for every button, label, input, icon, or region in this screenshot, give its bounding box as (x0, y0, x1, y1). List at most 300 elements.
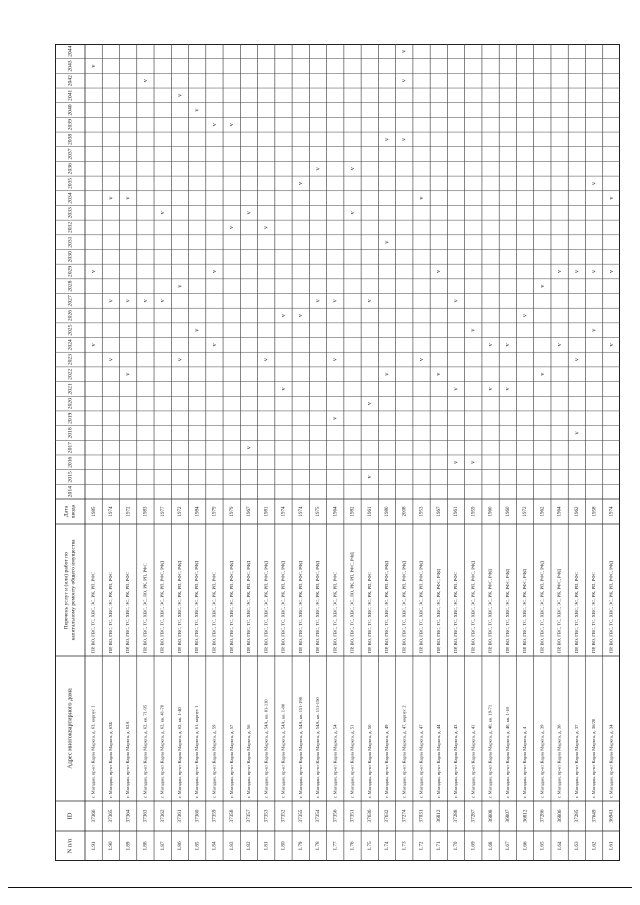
header-year-2030: 2030 (67, 251, 74, 263)
schedule-mark: v (383, 137, 391, 141)
header-year-2022: 2022 (67, 368, 74, 380)
row-number: 1.82 (246, 841, 253, 851)
table-row (332, 298, 339, 850)
row-date: 1981 (264, 506, 270, 517)
row-number: 1.71 (435, 841, 442, 851)
row-id: 37632 (384, 809, 391, 823)
schedule-mark: v (417, 358, 425, 362)
row-number: 1.64 (556, 841, 563, 851)
schedule-mark: v (400, 137, 408, 141)
schedule-mark: v (314, 299, 322, 303)
row-services: ПР, ВО, ГВС, ТС, ХВС, ЭС, ЛО, РК, РП, РФС, РФД (349, 552, 355, 653)
row-date: 1974 (281, 506, 287, 517)
table-row (366, 298, 373, 850)
table-row (487, 342, 494, 850)
row-date: 1985 (91, 506, 97, 517)
header-year-2016: 2016 (67, 456, 74, 468)
schedule-mark: v (348, 211, 356, 215)
header-year-2033: 2033 (67, 207, 74, 219)
row-date: 1979 (212, 506, 218, 517)
header-year-2019: 2019 (67, 412, 74, 424)
table-row (107, 196, 114, 851)
row-services: ПР, ВО, ГВС, ТС, ХВС, ЭС, РК, РП, РФС, РФД (280, 560, 286, 653)
schedule-mark: v (176, 93, 184, 97)
table-row (280, 313, 287, 850)
row-services: ПР, ВО, ГВС, ТС, ХВС, ЭС, РК, РП, РФС, РФД (159, 560, 165, 653)
schedule-mark: v (366, 475, 374, 479)
row-number: 1.78 (315, 841, 322, 851)
schedule-mark: v (556, 343, 564, 347)
row-id: 36812 (522, 809, 529, 823)
row-address: г. Магадан, пр-кт Карла Маркса, д. 43 (453, 724, 459, 798)
row-date: 1974 (109, 506, 115, 517)
row-address: г. Магадан, пр-кт Карла Маркса, д. 41 (470, 724, 476, 798)
row-date: 1953 (419, 506, 425, 517)
row-address: г. Магадан, пр-кт Карла Маркса, д. 54А, кв. 111-150 (315, 697, 321, 798)
schedule-mark: v (314, 167, 322, 171)
row-number: 1.62 (591, 841, 598, 851)
row-id: 36806 (556, 809, 563, 823)
schedule-mark: v (90, 269, 98, 274)
header-address: Адрес многоквартирного дома (66, 688, 74, 769)
schedule-mark: v (486, 387, 494, 391)
row-number: 1.85 (194, 841, 201, 851)
row-address: г. Магадан, пр-кт Карла Маркса, д. 47 (418, 724, 424, 798)
row-number: 1.68 (487, 841, 494, 851)
row-date: 1967 (247, 506, 253, 517)
row-date: 1979 (229, 506, 235, 517)
row-id: 37031 (418, 809, 425, 823)
schedule-mark: v (297, 313, 305, 318)
row-number: 1.91 (90, 841, 97, 851)
table-row (125, 196, 132, 851)
schedule-mark: v (176, 284, 184, 288)
row-address: г. Магадан, пр-кт Карла Маркса, д. 39 (539, 724, 545, 798)
row-address: г. Магадан, пр-кт Карла Маркса, д. 34 (608, 724, 614, 798)
schedule-mark: v (210, 123, 218, 127)
row-number: 1.81 (263, 841, 270, 851)
schedule-mark: v (486, 343, 494, 347)
schedule-mark: v (210, 343, 218, 347)
schedule-mark: v (400, 49, 408, 53)
row-date: 1984 (195, 506, 201, 517)
schedule-mark: v (141, 79, 149, 83)
schedule-mark: v (124, 372, 132, 376)
table-row (418, 196, 425, 851)
row-id: 37287 (470, 809, 477, 823)
schedule-mark: v (452, 387, 460, 391)
row-services: ПР, ВО, ГВС, ТС, ХВС, ЭС, РК, РП, РФС (591, 572, 597, 653)
row-address: г. Магадан, пр-кт Карла Маркса, д. 62, кв. 41-70 (159, 704, 165, 798)
schedule-mark: v (590, 269, 598, 274)
row-services: ПР, ВО, ГВС, ТС, ХВС, ЭС, РК, РФС, РФД (487, 569, 493, 653)
row-services: ПР, ВО, ГВС, ТС, ХВС, ЭС, РК, РП, РФС, РФД (297, 560, 303, 653)
schedule-mark: v (245, 446, 253, 450)
row-date: 1960 (488, 506, 494, 517)
row-number: 1.75 (366, 841, 373, 851)
row-id: 37354 (315, 809, 322, 823)
header-year-2020: 2020 (67, 398, 74, 410)
row-services: ПР, ВО, ГВС, ТС, ХВС, ЭС, РК, РП, РФС (453, 572, 459, 653)
row-id: 37353 (263, 809, 270, 823)
row-date: 1962 (574, 506, 580, 517)
row-services: ПР, ВО, ГВС, ТС, ХВС, ЭС, РК, РФС, РФД (504, 569, 510, 653)
row-address: г. Магадан, пр-кт Карла Маркса, д. 63Б (107, 721, 113, 798)
row-id: 37366 (90, 809, 97, 823)
header-date-line1: Дата (63, 505, 70, 518)
row-address: г. Магадан, пр-кт Карла Маркса, д. 61, корпус 1 (194, 705, 200, 798)
row-number: 1.69 (470, 841, 477, 851)
schedule-mark: v (590, 181, 598, 185)
row-services: ПР, ВО, ГВС, ТС, ХВС, ЭС, РК, РФС, РФД (522, 569, 528, 653)
schedule-mark: v (228, 225, 236, 230)
header-id: ID (66, 812, 74, 820)
row-address: г. Магадан, пр-кт Карла Маркса, д. 63, корпус 1 (90, 705, 96, 798)
table-row (245, 210, 252, 850)
page-bottom-rule (8, 887, 632, 888)
header-year-2036: 2036 (67, 163, 74, 175)
header-year-2035: 2035 (67, 177, 74, 190)
header-year-2042: 2042 (67, 75, 74, 87)
row-address: г. Магадан, пр-кт Карла Маркса, д. 40, кв. 1-18 (504, 707, 510, 798)
header-year-2023: 2023 (67, 353, 74, 366)
row-id: 37288 (453, 809, 460, 823)
row-address: г. Магадан, пр-кт Карла Маркса, д. 47, корпус 2 (401, 705, 407, 798)
row-address: г. Магадан, пр-кт Карла Маркса, д. 49 (384, 724, 390, 798)
schedule-mark: v (331, 358, 339, 362)
schedule-mark: v (573, 358, 581, 362)
row-services: ПР, ВО, ГВС, ТС, ХВС, ЭС, РК, РП, РФС, РФД (315, 560, 321, 653)
schedule-mark: v (607, 343, 615, 347)
schedule-mark: v (435, 269, 443, 274)
schedule-mark: v (124, 196, 132, 200)
row-address: г. Магадан, пр-кт Карла Маркса, д. 62, кв. 1-40 (176, 707, 182, 798)
row-id: 37355 (297, 809, 304, 823)
row-date: 1972 (523, 506, 529, 517)
schedule-mark: v (504, 343, 512, 347)
schedule-mark: v (90, 64, 98, 68)
row-date: 1959 (471, 506, 477, 517)
row-services: ПР, ВО, ГВС, ТС, ХВС, ЭС, РК, РФС, РФД (556, 569, 562, 653)
header-year-2034: 2034 (67, 192, 74, 204)
table-row (383, 137, 390, 851)
header-year-2024: 2024 (67, 339, 74, 351)
row-date: 1983 (143, 506, 149, 517)
row-address: г. Магадан, пр-кт Карла Маркса, д. 38 (556, 724, 562, 798)
row-date: 1980 (385, 506, 391, 517)
table-row (608, 196, 615, 851)
schedule-mark: v (193, 328, 201, 332)
table-row (314, 166, 321, 850)
row-date: 1967 (436, 506, 442, 517)
row-date: 1962 (540, 506, 546, 517)
table-row (435, 269, 442, 850)
row-date: 1982 (350, 506, 356, 517)
table-row (452, 298, 459, 850)
header-date-line2: ввода (70, 504, 77, 519)
row-number: 1.74 (384, 841, 391, 851)
schedule-mark: v (159, 299, 167, 303)
header-year-2018: 2018 (67, 427, 74, 439)
header-services-line1: Перечень услуг и (или) работ по (63, 550, 70, 630)
row-id: 36807 (505, 809, 512, 823)
row-date: 1961 (367, 506, 373, 517)
header-year-2029: 2029 (67, 265, 74, 278)
row-address: г. Магадан, пр-кт Карла Маркса, д. 54А, кв. 151-190 (297, 696, 303, 798)
schedule-mark: v (400, 79, 408, 83)
row-date: 1974 (609, 506, 615, 517)
header-year-2015: 2015 (67, 471, 74, 483)
schedule-mark: v (452, 299, 460, 303)
row-date: 1958 (592, 506, 598, 517)
schedule-mark: v (573, 269, 581, 274)
schedule-mark: v (297, 181, 305, 185)
header-number: N п/п (66, 838, 74, 854)
header-year-2037: 2037 (67, 148, 74, 160)
schedule-mark: v (193, 108, 201, 112)
row-address: г. Магадан, пр-кт Карла Маркса, д. 40, кв. 19-71 (487, 704, 493, 798)
row-id: 37365 (108, 809, 115, 823)
schedule-mark: v (607, 269, 615, 274)
row-id: 37649 (591, 809, 598, 823)
row-services: ПР, ВО, ГВС, ТС, ХВС, ЭС, РК, РП, РФС (107, 572, 113, 653)
schedule-mark: v (124, 299, 132, 303)
schedule-mark: v (383, 240, 391, 244)
header-services-line2: капитальному ремонту общего имущества (70, 539, 77, 641)
row-address: г. Магадан, пр-кт Карла Маркса, д. 54 (332, 724, 338, 798)
header-year-2038: 2038 (67, 133, 74, 145)
header-year-2031: 2031 (67, 236, 74, 248)
row-services: ПР, ВО, ГВС, ТС, ХВС, ЭС, РК, РП, РФС, РФД (263, 560, 269, 653)
row-services: ПР, ВО, ГВС, ТС, ХВС, ЭС, РК, РП, РФС (332, 572, 338, 653)
row-number: 1.83 (228, 841, 235, 851)
row-number: 1.80 (280, 841, 287, 851)
row-date: 1977 (160, 506, 166, 517)
schedule-mark: v (176, 358, 184, 362)
row-number: 1.73 (401, 841, 408, 851)
table-row (176, 93, 183, 851)
row-address: г. Магадан, пр-кт Карла Маркса, д. 59 (211, 724, 217, 798)
row-services: ПР, ВО, ГВС, ТС, ХВС, ЭС, РК, РП, РФС, РФД (228, 560, 234, 653)
row-number: 1.67 (505, 841, 512, 851)
schedule-mark: v (331, 299, 339, 303)
row-id: 37361 (177, 809, 184, 823)
row-number: 1.77 (332, 841, 339, 851)
row-date: 1972 (178, 506, 184, 517)
header-year-2039: 2039 (67, 119, 74, 131)
row-date: 1960 (505, 506, 511, 517)
table-row (470, 328, 477, 851)
row-date: 1975 (316, 506, 322, 517)
row-services: ПР, ВО, ГВС, ТС, ХВС, ЭС, РК, РП, РФС (90, 572, 96, 653)
row-number: 1.87 (159, 841, 166, 851)
row-date: 2008 (402, 506, 408, 517)
row-address: г. Магадан, пр-кт Карла Маркса, д. 54А, кв. 1-80 (280, 703, 286, 798)
header-services (63, 539, 77, 641)
row-id: 36941 (608, 809, 615, 823)
row-number: 1.65 (539, 841, 546, 851)
row-services: ПР, ВО, ГВС, ТС, ХВС, ЭС, РК, РП, РФС, РФД (246, 560, 252, 653)
row-address: г. Магадан, пр-кт Карла Маркса, д. 36/20 (591, 718, 597, 798)
header-year-2027: 2027 (67, 295, 74, 307)
table-row (142, 78, 149, 850)
row-services: ПР, ВО, ГВС, ТС, ХВС, ЭС, РК, РП, РФС, РФД (470, 560, 476, 653)
schedule-mark: v (210, 269, 218, 274)
row-id: 37357 (246, 809, 253, 823)
row-services: ПР, ВО, ГВС, ТС, ХВС, ЭС, РК, РП, РФС (211, 572, 217, 653)
schedule-mark: v (452, 460, 460, 464)
row-number: 1.61 (608, 841, 615, 851)
header-year-2040: 2040 (67, 104, 74, 116)
header-year-2044: 2044 (67, 45, 74, 57)
header-year-2043: 2043 (67, 60, 74, 72)
header-year-2028: 2028 (67, 280, 74, 292)
table-row (159, 210, 166, 850)
row-services: ПР, ВО, ГВС, ТС, ХВС, ЭС, РК, РФС, РФД (435, 569, 441, 653)
row-services: ПР, ВО, ГВС, ТС, ХВС, ЭС, РК, РП, РФС, РФД (539, 560, 545, 653)
schedule-mark: v (366, 299, 374, 303)
row-address: г. Магадан, пр-кт Карла Маркса, д. 37 (573, 724, 579, 798)
schedule-mark: v (556, 269, 564, 274)
capital-repair-schedule-sheet (55, 44, 620, 861)
row-services: ПР, ВО, ГВС, ТС, ХВС, ЭС, РК, РП, РФС, РФД (176, 560, 182, 653)
table-row (211, 122, 218, 850)
table-row (263, 225, 270, 851)
schedule-mark: v (141, 299, 149, 303)
schedule-mark: v (538, 372, 546, 376)
row-number: 1.76 (349, 841, 356, 851)
schedule-mark: v (279, 387, 287, 391)
schedule-mark: v (262, 225, 270, 230)
schedule-table (55, 44, 620, 861)
row-id: 37358 (228, 809, 235, 823)
header-year-2026: 2026 (67, 309, 74, 322)
row-id: 37356 (332, 809, 339, 823)
schedule-mark: v (383, 372, 391, 376)
row-number: 1.70 (453, 841, 460, 851)
row-services: ПР, ВО, ГВС, ТС, ХВС, ЭС, РК, РП, РФС (125, 572, 131, 653)
schedule-mark: v (228, 123, 236, 127)
row-services: ПР, ВО, ГВС, ТС, ХВС, ЭС, РК, РП, РФС, РФД (608, 560, 614, 653)
header-year-2032: 2032 (67, 221, 74, 234)
row-services: ПР, ВО, ГВС, ТС, ХВС, ЭС, РК, РП, РФС, РФД (418, 560, 424, 653)
table-row (90, 64, 97, 851)
row-id: 37362 (159, 809, 166, 823)
schedule-mark: v (590, 328, 598, 332)
row-services: ПР, ВО, ГВС, ТС, ХВС, ЭС, ЛО, РК, РП, РФС (142, 563, 148, 653)
table-row (556, 269, 563, 850)
schedule-mark: v (573, 431, 581, 435)
schedule-mark: v (107, 196, 115, 200)
row-number: 1.88 (142, 841, 149, 851)
row-date: 1964 (333, 506, 339, 517)
header-year-2021: 2021 (67, 383, 74, 395)
row-id: 36812 (435, 809, 442, 823)
header-year-2041: 2041 (67, 89, 74, 101)
table-row (539, 284, 546, 851)
row-number: 1.63 (574, 841, 581, 851)
schedule-mark: v (331, 416, 339, 420)
row-id: 37352 (280, 809, 287, 823)
row-address: г. Магадан, пр-кт Карла Маркса, д. 4 (522, 726, 528, 798)
table-row (194, 108, 201, 851)
schedule-mark: v (262, 358, 270, 362)
schedule-mark: v (279, 313, 287, 318)
schedule-mark: v (159, 211, 167, 215)
row-id: 37360 (194, 809, 201, 823)
header-year-2017: 2017 (67, 442, 74, 454)
table-row (522, 313, 529, 850)
table-row (228, 122, 235, 850)
row-id: 37274 (401, 809, 408, 823)
schedule-mark: v (504, 387, 512, 391)
schedule-mark: v (245, 211, 253, 215)
row-services: ПР, ВО, ГВС, ТС, ХВС, ЭС, РК, РП, РФС, РФД (194, 560, 200, 653)
row-number: 1.90 (108, 841, 115, 851)
row-address: г. Магадан, пр-кт Карла Маркса, д. 44 (435, 724, 441, 798)
row-number: 1.84 (211, 841, 218, 851)
row-date: 1964 (557, 506, 563, 517)
schedule-mark: v (366, 402, 374, 406)
row-number: 1.89 (125, 841, 132, 851)
row-number: 1.72 (418, 841, 425, 851)
row-id: 37359 (211, 809, 218, 823)
row-id: 37351 (349, 809, 356, 823)
row-date: 1961 (454, 506, 460, 517)
table-row (401, 49, 408, 851)
row-address: г. Магадан, пр-кт Карла Маркса, д. 57 (228, 724, 234, 798)
row-address: г. Магадан, пр-кт Карла Маркса, д. 56 (246, 724, 252, 798)
row-date: 1972 (126, 506, 132, 517)
schedule-mark: v (435, 372, 443, 376)
table-row (573, 269, 580, 850)
table-row (591, 181, 598, 851)
schedule-mark: v (107, 358, 115, 362)
schedule-mark: v (90, 343, 98, 347)
row-date: 1974 (298, 506, 304, 517)
row-services: ПР, ВО, ГВС, ТС, ХВС, ЭС, РК, РП, РФС, РФД (401, 560, 407, 653)
table-border (56, 45, 620, 861)
schedule-mark: v (469, 460, 477, 464)
schedule-mark: v (469, 328, 477, 332)
row-id: 37286 (539, 809, 546, 823)
row-address: г. Магадан, пр-кт Карла Маркса, д. 51 (349, 724, 355, 798)
table-row (297, 181, 304, 851)
row-address: г. Магадан, пр-кт Карла Маркса, д. 62А (125, 721, 131, 798)
table-row (504, 342, 511, 850)
row-number: 1.79 (297, 841, 304, 851)
row-id: 37363 (142, 809, 149, 823)
row-services: ПР, ВО, ГВС, ТС, ХВС, ЭС, РК, РП, РФС (573, 572, 579, 653)
schedule-mark: v (521, 313, 529, 318)
row-id: 37636 (366, 809, 373, 823)
schedule-mark: v (538, 284, 546, 288)
row-services: ПР, ВО, ГВС, ТС, ХВС, ЭС, РК, РП, РФС (366, 572, 372, 653)
row-id: 37285 (574, 809, 581, 823)
row-address: г. Магадан, пр-кт Карла Маркса, д. 50 (366, 724, 372, 798)
row-services: ПР, ВО, ГВС, ТС, ХВС, ЭС, РК, РП, РФС, РФД (384, 560, 390, 653)
row-number: 1.66 (522, 841, 529, 851)
row-address: г. Магадан, пр-кт Карла Маркса, д. 54А, кв. 81-110 (263, 699, 269, 798)
header-year-2025: 2025 (67, 324, 74, 336)
schedule-mark: v (607, 196, 615, 200)
schedule-mark: v (107, 299, 115, 303)
row-id: 37364 (125, 809, 132, 823)
header-year-2014: 2014 (67, 486, 74, 498)
row-number: 1.86 (177, 841, 184, 851)
row-id: 36808 (487, 809, 494, 823)
header-date (64, 504, 77, 518)
